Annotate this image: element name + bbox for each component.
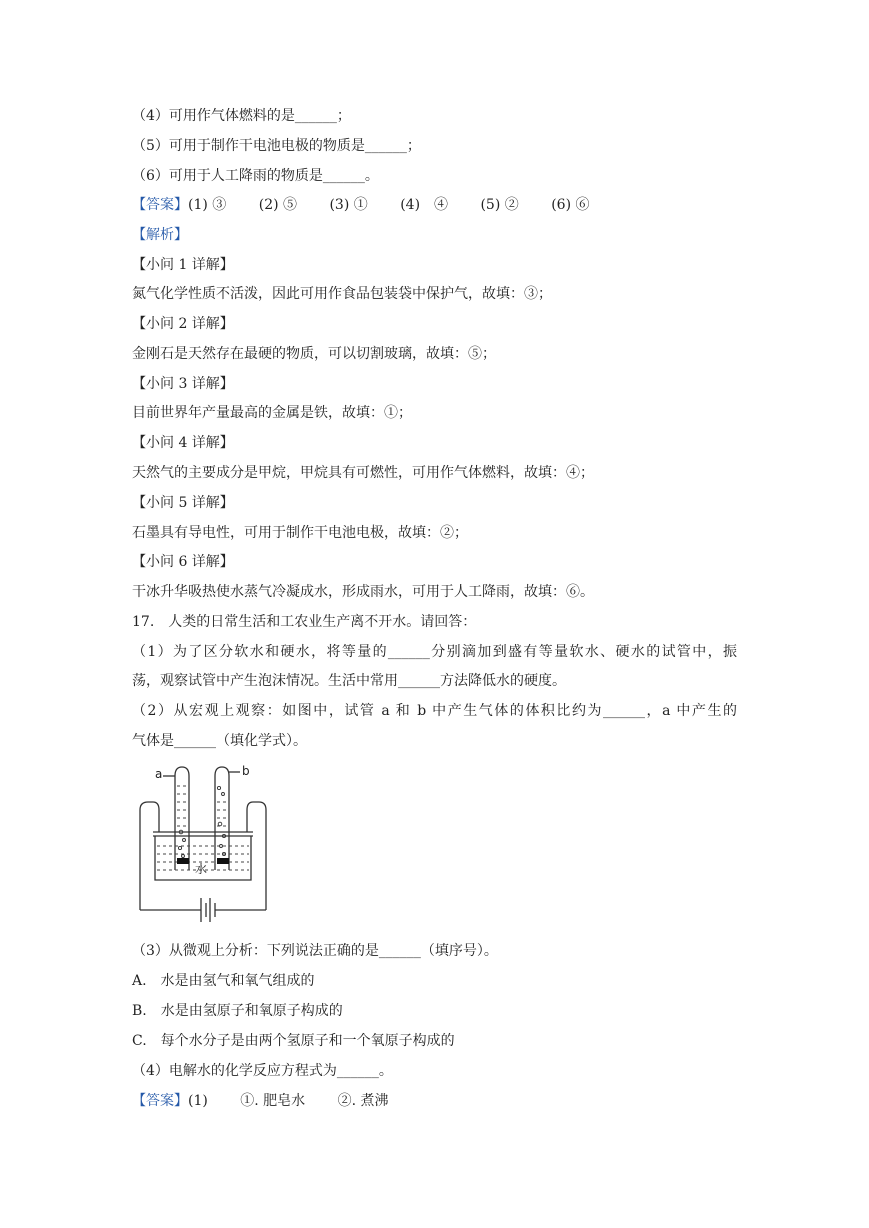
tube-b-label: b [242,764,250,778]
q17-part2-line1: （2）从宏观上观察：如图中，试管 a 和 b 中产生气体的体积比约为______，a 中产生的 [132,703,737,719]
question-6: （6）可用于人工降雨的物质是______。 [132,168,379,184]
electrolysis-figure [135,762,271,922]
tube-a-label: a [155,767,163,781]
detail-6-text: 干冰升华吸热使水蒸气冷凝成水，形成雨水，可用于人工降雨，故填：⑥。 [132,584,594,600]
detail-1-heading: 【小问 1 详解】 [132,257,234,273]
detail-5-text: 石墨具有导电性，可用于制作干电池电极，故填：②； [132,525,468,541]
option-c: C. 每个水分子是由两个氢原子和一个氧原子构成的 [132,1033,455,1049]
detail-6-heading: 【小问 6 详解】 [132,554,234,570]
question-4: （4）可用作气体燃料的是______； [132,108,351,124]
question-5: （5）可用于制作干电池电极的物质是______； [132,138,421,154]
detail-4-heading: 【小问 4 详解】 [132,435,234,451]
analysis-tag: 【解析】 [132,227,188,243]
answer-tag: 【答案】 [132,1093,188,1109]
q17-part1-line1: （1）为了区分软水和硬水，将等量的______分别滴加到盛有等量软水、硬水的试管中，振 [132,644,737,660]
answer-text: (1) ③ (2) ⑤ (3) ① (4) ④ (5) ② (6) ⑥ [188,197,590,213]
detail-3-heading: 【小问 3 详解】 [132,376,234,392]
q17-part4: （4）电解水的化学反应方程式为______。 [132,1063,393,1079]
detail-3-text: 目前世界年产量最高的金属是铁，故填：①； [132,405,412,421]
q17-part1-line2: 荡，观察试管中产生泡沫情况。生活中常用______方法降低水的硬度。 [132,673,566,689]
detail-1-text: 氮气化学性质不活泼，因此可用作食品包装袋中保护气，故填：③； [132,286,552,302]
answer-line-1 [132,195,737,215]
detail-5-heading: 【小问 5 详解】 [132,495,234,511]
water-label: 水 [195,862,208,876]
question-17-stem: 17. 人类的日常生活和工农业生产离不开水。请回答： [132,614,477,630]
electrolysis-apparatus-diagram [135,762,271,922]
detail-2-heading: 【小问 2 详解】 [132,316,234,332]
detail-4-text: 天然气的主要成分是甲烷，甲烷具有可燃性，可用作气体燃料，故填：④； [132,465,594,481]
answer-tag: 【答案】 [132,197,188,213]
q17-part2-line2: 气体是______（填化学式）。 [132,733,307,749]
answer-line-2 [132,1091,737,1111]
option-b: B. 水是由氢原子和氧原子构成的 [132,1003,343,1019]
detail-2-text: 金刚石是天然存在最硬的物质，可以切割玻璃，故填：⑤； [132,346,496,362]
option-a: A. 水是由氢气和氧气组成的 [132,973,315,989]
q17-part3: （3）从微观上分析：下列说法正确的是______（填序号）。 [132,943,498,959]
answer-text: (1) ①. 肥皂水 ②. 煮沸 [188,1093,389,1109]
